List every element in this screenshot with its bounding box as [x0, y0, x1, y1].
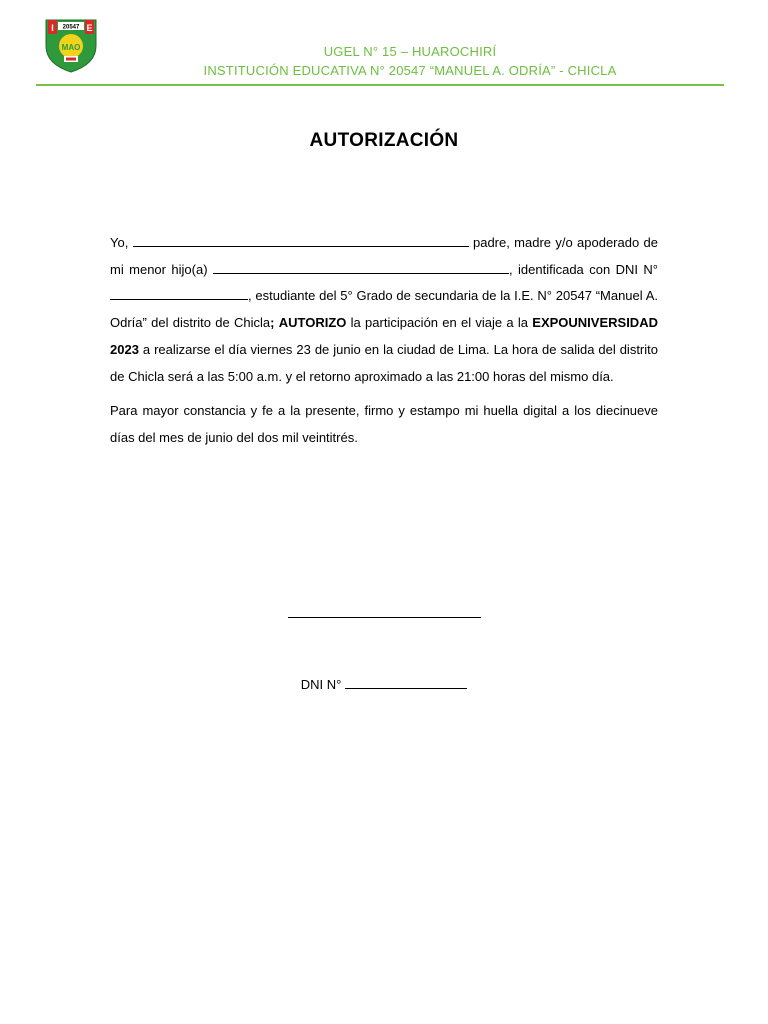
header-divider	[36, 84, 724, 86]
signature-dni	[0, 676, 768, 692]
signature-line	[288, 617, 481, 618]
svg-text:E: E	[86, 23, 93, 33]
constancia-paragraph: Para mayor constancia y fe a la presente, firmo y estampo mi huella digital a los diecinueve días del mes de junio del dos mil veintitrés.	[110, 403, 658, 445]
child-name-blank	[213, 261, 509, 274]
participacion-text: la participación en el viaje a la	[346, 315, 533, 331]
document-body	[110, 230, 658, 460]
trip-details-text: a realizarse el día viernes 23 de junio en la ciudad de Lima. La hora de salida del distrito de Chicla será a las 5:00 a.m. y el retorno aproximado a las 21:00 horas del mismo día.	[110, 341, 658, 384]
letterhead	[110, 42, 710, 80]
parent-name-blank	[133, 234, 469, 247]
parent-role-text: padre, madre y/o apoderado de mi menor hijo(a)	[110, 235, 658, 277]
svg-text:MAO: MAO	[61, 43, 81, 52]
estudiante-text: , estudiante del 5° Grado de secundaria de la I.E. N° 20547 “Manuel A. Odría” del distrito de Chicla	[110, 288, 658, 331]
signature-dni-blank	[345, 676, 467, 689]
letterhead-line-institution: INSTITUCIÓN EDUCATIVA N° 20547 “MANUEL A. ODRÍA” - CHICLA	[203, 63, 617, 78]
document-title: AUTORIZACIÓN	[309, 130, 459, 151]
svg-text:20547: 20547	[62, 24, 80, 31]
letterhead-line-ugel: UGEL N° 15 – HUAROCHIRÍ	[323, 44, 497, 59]
semicolon: ;	[270, 315, 275, 331]
yo-text: Yo,	[110, 235, 129, 250]
signature-dni-label: DNI N°	[300, 677, 342, 692]
expouniversidad-text: EXPOUNIVERSIDAD 2023	[110, 315, 658, 357]
authorization-paragraph	[110, 230, 658, 390]
autorizo-text: AUTORIZO	[278, 315, 347, 331]
school-crest-logo	[44, 16, 98, 74]
child-dni-blank	[110, 287, 248, 300]
identificada-text: , identificada con DNI N°	[508, 261, 659, 277]
svg-text:I: I	[51, 23, 54, 33]
